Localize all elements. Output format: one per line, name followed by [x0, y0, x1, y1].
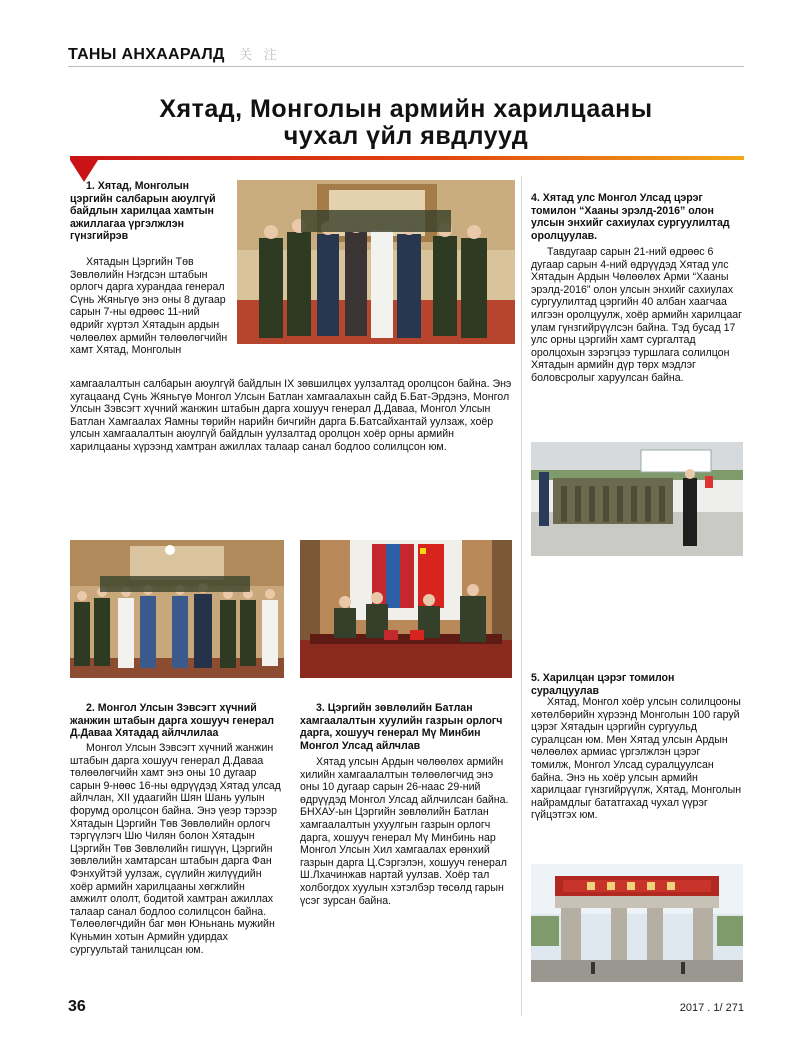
header-rule [68, 66, 744, 67]
photo-delegation-group [237, 180, 515, 344]
article-1-heading: 1. Хятад, Монголын цэргийн салбарын аюулгүй байдлын харилцаа хамтын ажиллагаа үргэлжлэн гүнзгийрэв [70, 180, 216, 243]
photo-peacekeeping-parade [531, 442, 743, 556]
section-header [68, 44, 281, 64]
article-4-heading: 4. Хятад улс Монгол Улсад цэрэг томилон “Хааны эрэлд-2016” олон улсын энхийг сахиулах сургуулилтад оролцуулав. [531, 192, 730, 242]
article-1-paragraph-continued: хамгаалалтын салбарын аюулгүй байдлын IX зөвшилцөх уулзалтад оролцсон байна. Энэ хугацаанд Сүнь Жяньгүө Монгол Улсын Батлан хамгаалахын сайд Б.Бат-Эрдэнэ, Монгол Улсын Зэвсэгт хүчний жанжин штабын дарга хошууч генерал Д.Даваа, Монгол Улсын Батлан Хамгаалах Яамны төрийн нарийн бичгийн дарга Б.Батсайхантай уулзаж, хоёр улсын хамгаалалтын аюулгүй байдлын уулзалтад оролцон хоёр орны армийн харилцааны хүрээнд хамтран ажиллах талаар санал бодлоо солилцсон юм. [70, 378, 512, 453]
column-divider [521, 176, 522, 1016]
article-3-heading: 3. Цэргийн зөвлөлийн Батлан хамгаалалтын хуулийн газрын орлогч дарга, хошууч генерал Мү Минбин Монгол Улсад айлчлав [300, 702, 503, 752]
page-number: 36 [68, 998, 86, 1015]
article-5-body [531, 696, 743, 822]
article-1-paragraph-start: Хятадын Цэргийн Төв Зөвлөлийн Нэгдсэн штабын орлогч дарга хурандаа генерал Сүнь Жяньгүө энэ оны 8 дугаар сарын 7-ны өдрөөс 11-ний өдрийг хүртэл Хятадын ардын чөлөөлөх армийн төлөөлөгчийн хамт Хятад, Монголын [70, 256, 228, 357]
article-5-paragraph: Хятад, Монгол хоёр улсын солилцооны хөтөлбөрийн хүрээнд Монголын 100 гаруй цэрэг Хятадын цэргийн сургуульд суралцсан юм. Мөн Хятад улсын Ардын чөлөөлөх армиас үргэлжлэн цэрэг томилж, Монгол Улсад суралцуулсан байна. Энэ нь хоёр улсын армийн харилцааг гүнзгийрүүлж, Хятад, Монголын найрамдлыг бататгахад чухал үүрэг гүйцэтгэх юм. [531, 696, 742, 822]
article-2-paragraph: Монгол Улсын Зэвсэгт хүчний жанжин штабын дарга хошууч генерал Д.Даваа төлөөлөгчийн хамт энэ оны 10 дугаар сарын 9-нөөс 16-ны өдрүүдэд Хятад улсад айлчлан, XII удаагийн Шян Шань уулын форумд оролцсон байна. Энэ үеэр тэрээр Хятадын Цэргийн Төв Зөвлөлийн орлогч тэргүүлэгч Шю Чилян болон Хятадын Цэргийн Төв Зөвлөлийн гишүүн, Цэргийн зөвлөлийн хамтарсан штабын дарга Фан Фэнхуйтэй уулзаж, сүүлийн жилүүдийн хоёр армийн харилцааны хөгжлийн амжилт ололт, бодитой хамтран ажиллах талаар санал бодлоо солилцсон байна. Төлөөлөгчдийн баг мөн Юньнань мужийн Күньмин хотын Армийн удирдах сургуультай танилцсан юм. [70, 742, 281, 956]
article-4-paragraph: Тавдугаар сарын 21-ний өдрөөс 6 дугаар сарын 4-ний өдрүүдэд Хятад улс Хятадын Ардын Чөлөөлөх Арми “Хааны эрэлд-2016” олон улсын энхийг сахиулах сургуулилтад цэргийн 40 албан хаагчаа илгээн оролцуулж, хоёр армийн харилцааг улам гүнзгийрүүлсэн байна. Тэд бусад 17 улс орны цэргийн хамт сургалтад оролцохын зэрэгцээ туршлага солилцон Хятадын армийн дүр төрх мэдлэг боловсролыг харуулсан байна. [531, 246, 743, 384]
article-4-body [531, 246, 743, 385]
photo-staff-delegation [70, 540, 284, 678]
page-title-line-1: Хятад, Монголын армийн харилцааны [159, 95, 653, 123]
article-3-body [300, 756, 512, 907]
photo-agreement-signing [300, 540, 512, 678]
photo-military-academy-gate [531, 864, 743, 982]
section-name: ТАНЫ АНХААРАЛД [68, 46, 225, 63]
red-triangle-marker [70, 160, 98, 182]
article-1-body-top [70, 256, 230, 357]
issue-number: 2017 . 1/ 271 [679, 1002, 744, 1014]
article-2-heading: 2. Монгол Улсын Зэвсэгт хүчний жанжин штабын дарга хошууч генерал Д.Даваа Хятадад айлчлилаа [70, 702, 274, 740]
section-name-chinese: 关 注 [239, 47, 281, 62]
article-2-body [70, 742, 284, 956]
article-3-paragraph: Хятад улсын Ардын чөлөөлөх армийн хилийн хамгаалалтын төлөөлөгчид энэ оны 10 дугаар сарын 26-наас 29-ний өдрүүдэд Монгол Улсад айлчилсан байна. БНХАУ-ын Цэргийн зөвлөлийн Батлан хамгаалалтын ухуулгын газрын орлогч дарга, хошууч генерал Мү Минбинь нар Монгол Улсын Хил хамгаалах ерөнхий газрын дарга Ц.Сэргэлэн, хошууч генерал Ш.Лхачинжав нартай уулзав. Хоёр тал холбогдох хуулын хэтэлбэр төсөлд гарын үсэг зурсан байна. [300, 756, 509, 907]
article-1-body-full [70, 378, 516, 454]
page-title-line-2: чухал үйл явдлууд [283, 122, 529, 150]
title-underline [70, 156, 744, 160]
article-5-heading: 5. Харилцан цэрэг томилон суралцуулав [531, 672, 675, 697]
